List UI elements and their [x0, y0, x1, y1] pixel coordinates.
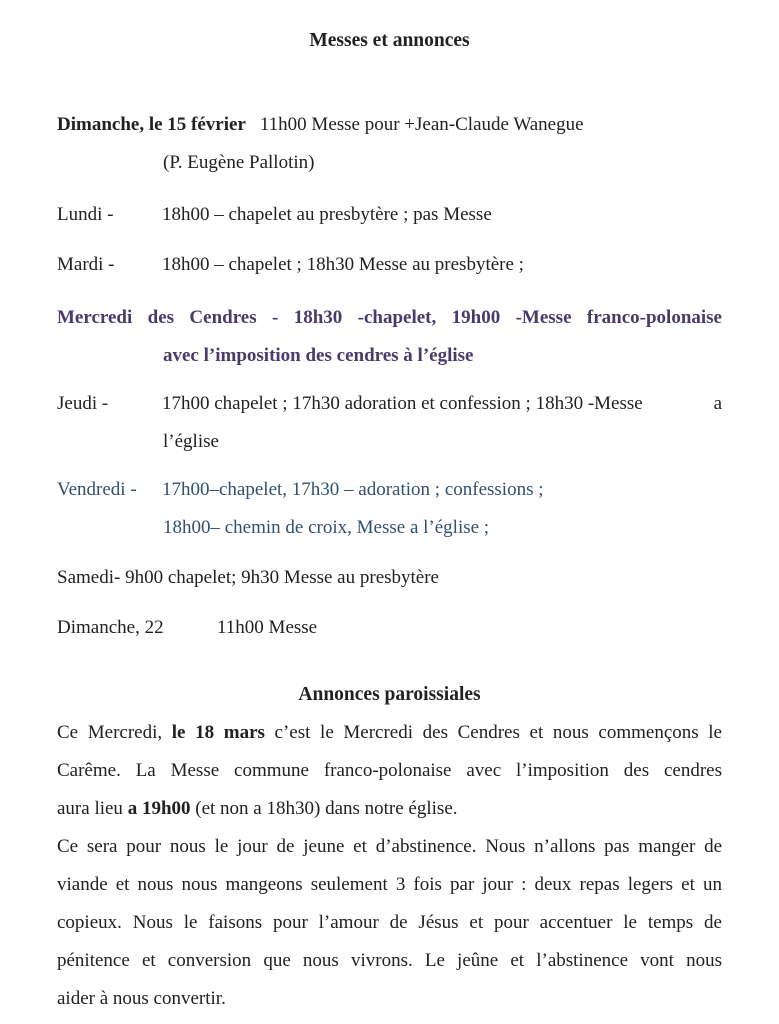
- announcements-title: Annonces paroissiales: [298, 684, 481, 705]
- schedule-line-tuesday: [57, 246, 722, 284]
- schedule-text-thursday-tail: a: [713, 393, 722, 414]
- schedule-entry-friday: [57, 471, 722, 547]
- schedule-text-thursday-wrap: [162, 385, 722, 423]
- schedule-line-monday: [57, 196, 722, 234]
- day-label-friday: Vendredi -: [57, 479, 137, 500]
- announcements-p2-line-4: pénitence et conversion que nous vivrons. Le jeûne et l’abstinence vont nous: [57, 950, 722, 971]
- p1-l3-seg-a: aura lieu: [57, 798, 128, 819]
- announcements-p2-line-2: viande et nous nous mangeons seulement 3 fois par jour : deux repas legers et un: [57, 874, 722, 895]
- announcements-paragraph-2: [57, 828, 722, 1018]
- announcements-p2-line-1: Ce sera pour nous le jour de jeune et d’abstinence. Nous n’allons pas manger de: [57, 836, 722, 857]
- schedule-cont-sunday-15: (P. Eugène Pallotin): [163, 152, 315, 173]
- document-title: Messes et annonces: [309, 30, 470, 51]
- schedule-entry-monday: [57, 196, 722, 234]
- schedule-entry-saturday: [57, 559, 722, 597]
- p1-l3-seg-b-bold: a 19h00: [127, 798, 191, 819]
- schedule-text-monday: 18h00 – chapelet au presbytère ; pas Messe: [162, 204, 492, 225]
- schedule-line-ash-wednesday-2: avec l’imposition des cendres à l’église: [163, 345, 474, 366]
- day-label-sunday-15: Dimanche, le 15 février: [57, 114, 246, 135]
- day-label-thursday: Jeudi -: [57, 393, 109, 414]
- schedule-line-saturday: Samedi- 9h00 chapelet; 9h30 Messe au presbytère: [57, 567, 439, 588]
- schedule-entry-thursday: [57, 385, 722, 461]
- schedule-entry-ash-wednesday: [57, 299, 722, 375]
- schedule-entry-sunday-22: [57, 609, 722, 647]
- day-label-sunday-22: Dimanche, 22: [57, 617, 164, 638]
- announcements-p2-line-3: copieux. Nous le faisons pour l’amour de Jésus et pour accentuer le temps de: [57, 912, 722, 933]
- schedule-line-sunday-15: [57, 106, 722, 144]
- announcements-p1-line-1: [57, 714, 722, 752]
- schedule-text-friday-1: 17h00–chapelet, 17h30 – adoration ; confessions ;: [162, 479, 544, 500]
- schedule-entry-tuesday: [57, 246, 722, 284]
- p1-l1-seg-b-bold: le 18 mars: [171, 722, 265, 743]
- announcements-p1-line-2: Carême. La Messe commune franco-polonaise avec l’imposition des cendres: [57, 760, 722, 781]
- schedule-text-tuesday: 18h00 – chapelet ; 18h30 Messe au presbytère ;: [162, 254, 524, 275]
- schedule-text-sunday-22: 11h00 Messe: [217, 617, 318, 638]
- announcements-p2-line-5: aider à nous convertir.: [57, 988, 226, 1009]
- schedule-line-ash-wednesday-1: Mercredi des Cendres - 18h30 -chapelet, 19h00 -Messe franco-polonaise: [57, 307, 722, 328]
- schedule-line-friday-1: [57, 471, 722, 509]
- announcements-p1-line-3: [57, 790, 722, 828]
- day-label-monday: Lundi -: [57, 204, 114, 225]
- p1-l3-seg-c: (et non a 18h30) dans notre église.: [190, 798, 458, 819]
- schedule-text-thursday: 17h00 chapelet ; 17h30 adoration et confession ; 18h30 -Messe: [162, 393, 643, 414]
- schedule-line-sunday-22: [57, 609, 722, 647]
- p1-l1-seg-a: Ce Mercredi,: [57, 722, 172, 743]
- p1-l1-seg-c: c’est le Mercredi des Cendres et nous commençons le: [264, 722, 722, 743]
- announcements-paragraph-1: [57, 714, 722, 828]
- schedule-text-friday-2: 18h00– chemin de croix, Messe a l’église ;: [163, 517, 490, 538]
- day-label-tuesday: Mardi -: [57, 254, 115, 275]
- schedule-cont-thursday: l’église: [163, 431, 219, 452]
- schedule-entry-sunday-15: [57, 106, 722, 182]
- schedule-text-sunday-15: 11h00 Messe pour +Jean-Claude Wanegue: [259, 114, 584, 135]
- schedule-line-thursday-1: [57, 385, 722, 423]
